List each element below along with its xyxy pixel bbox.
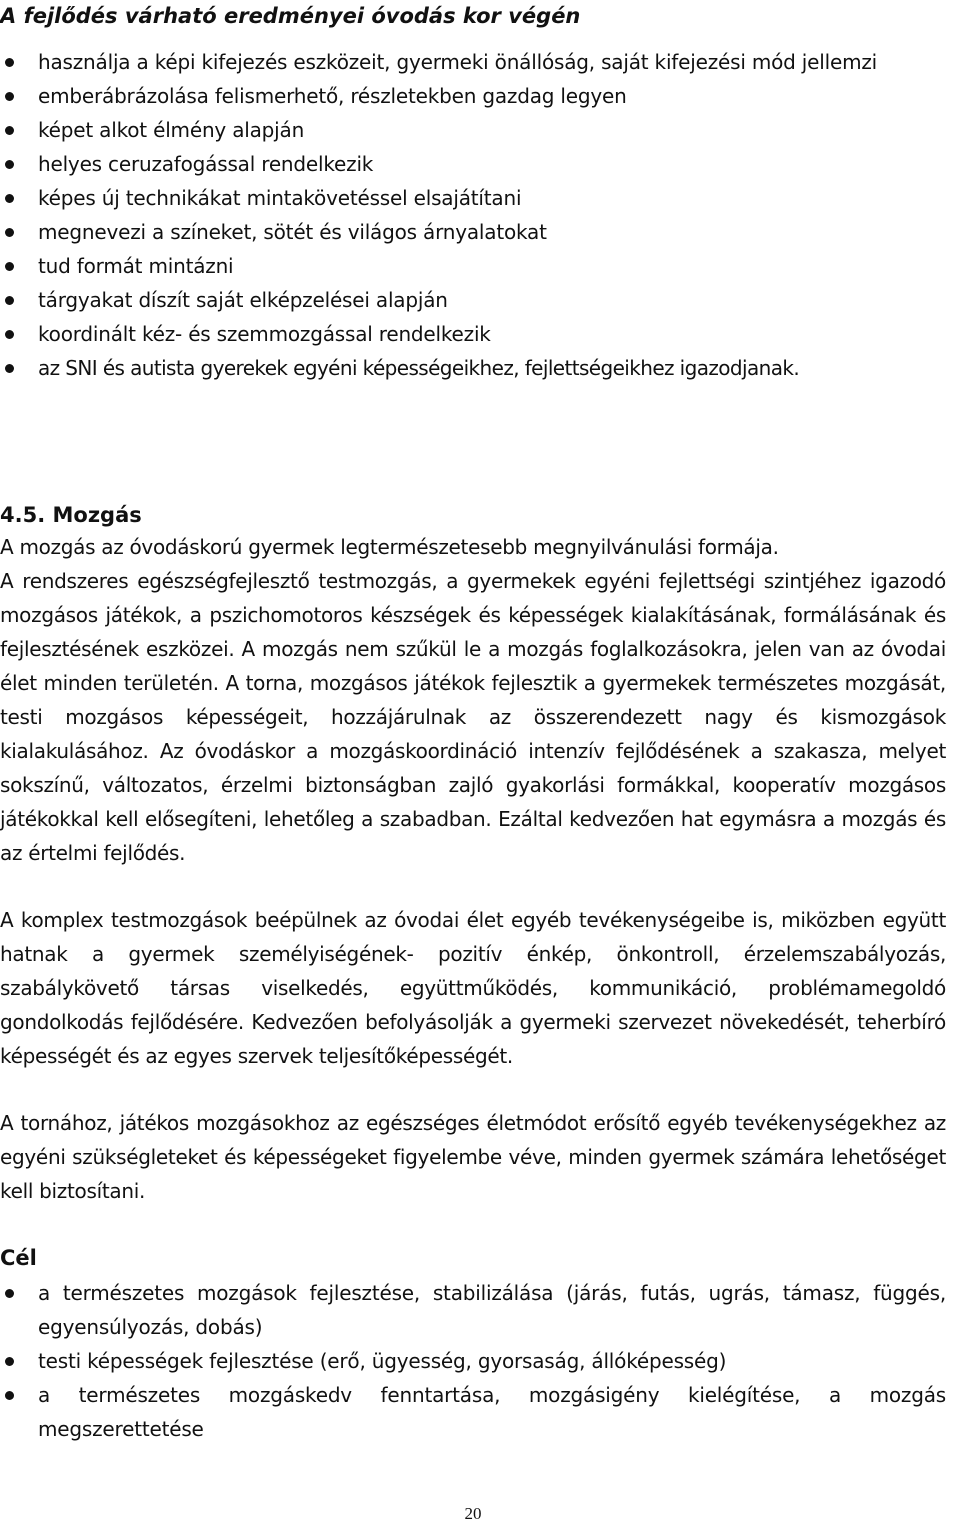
section-heading-movement: 4.5. Mozgás: [0, 503, 142, 527]
list-item-text: testi képességek fejlesztése (erő, ügyesség, gyorsaság, állóképesség): [38, 1349, 727, 1373]
list-item-text: a természetes mozgáskedv fenntartása, mozgásigény kielégítése, a mozgás megszerettetése: [38, 1383, 946, 1441]
list-item: [0, 45, 955, 79]
list-item: [0, 249, 955, 283]
bullet-icon: [5, 228, 14, 237]
movement-paragraph-2: A komplex testmozgások beépülnek az óvodai élet egyéb tevékenységeibe is, miközben együtt hatnak a gyermek személyiségének- pozitív énkép, önkontroll, érzelemszabályozás, szabálykövető társas viselkedés, együttműködés, kommunikáció, problémamegoldó gondolkodás fejlődésére. Kedvezően befolyásolják a gyermeki szervezet növekedését, teherbíró képességét és az egyes szervek teljesítőképességét.: [0, 908, 946, 1068]
bullet-icon: [5, 160, 14, 169]
bullet-icon: [5, 92, 14, 101]
results-list: [0, 45, 955, 385]
list-item-text: koordinált kéz- és szemmozgással rendelkezik: [38, 322, 491, 346]
list-item: [0, 1344, 946, 1378]
bullet-icon: [5, 126, 14, 135]
bullet-icon: [5, 1391, 14, 1400]
bullet-icon: [5, 364, 14, 373]
list-item: [0, 351, 955, 385]
list-item-text: képet alkot élmény alapján: [38, 118, 305, 142]
list-item: [0, 79, 955, 113]
list-item: [0, 113, 955, 147]
list-item: [0, 215, 955, 249]
bullet-icon: [5, 330, 14, 339]
list-item: [0, 317, 955, 351]
bullet-icon: [5, 1289, 14, 1298]
section-heading-goal: Cél: [0, 1246, 37, 1270]
list-item-text: emberábrázolása felismerhető, részletekben gazdag legyen: [38, 84, 627, 108]
movement-intro: A mozgás az óvodáskorú gyermek legtermészetesebb megnyilvánulási formája.: [0, 535, 779, 559]
bullet-icon: [5, 262, 14, 271]
bullet-icon: [5, 1357, 14, 1366]
bullet-icon: [5, 194, 14, 203]
bullet-icon: [5, 296, 14, 305]
list-item-text: megnevezi a színeket, sötét és világos árnyalatokat: [38, 220, 547, 244]
section-heading-results: A fejlődés várható eredményei óvodás kor végén: [0, 4, 581, 28]
list-item: [0, 181, 955, 215]
goal-list: [0, 1276, 946, 1446]
list-item-text: képes új technikákat mintakövetéssel elsajátítani: [38, 186, 522, 210]
list-item: [0, 1276, 946, 1344]
list-item-text: a természetes mozgások fejlesztése, stabilizálása (járás, futás, ugrás, támasz, függés, egyensúlyozás, dobás): [38, 1281, 946, 1339]
movement-paragraph-1: A rendszeres egészségfejlesztő testmozgás, a gyermekek egyéni fejlettségi szintjéhez igazodó mozgásos játékok, a pszichomotoros készségek és képességek kialakításának, formálásának és fejlesztésének eszközei. A mozgás nem szűkül le a mozgás foglalkozásokra, jelen van az óvodai élet minden területén. A torna, mozgásos játékok fejlesztik a gyermekek természetes mozgását, testi mozgásos képességeit, hozzájárulnak az összerendezett nagy és kismozgások kialakulásához. Az óvodáskor a mozgáskoordináció intenzív fejlődésének a szakasza, melyet sokszínű, változatos, érzelmi biztonságban zajló gyakorlási formákkal, kooperatív mozgásos játékokkal kell elősegíteni, lehetőleg a szabadban. Ezáltal kedvezően hat egymásra a mozgás és az értelmi fejlődés.: [0, 569, 946, 865]
bullet-icon: [5, 58, 14, 67]
list-item-text: az SNI és autista gyerekek egyéni képességeikhez, fejlettségeikhez igazodjanak.: [38, 356, 800, 380]
movement-paragraph-3: A tornához, játékos mozgásokhoz az egészséges életmódot erősítő egyéb tevékenységekhez az egyéni szükségleteket és képességeket figyelembe véve, minden gyermek számára lehetőséget kell biztosítani.: [0, 1111, 946, 1203]
page-number: 20: [464, 1504, 482, 1523]
list-item: [0, 147, 955, 181]
list-item: [0, 283, 955, 317]
list-item-text: tud formát mintázni: [38, 254, 234, 278]
list-item: [0, 1378, 946, 1446]
list-item-text: helyes ceruzafogással rendelkezik: [38, 152, 374, 176]
list-item-text: használja a képi kifejezés eszközeit, gyermeki önállóság, saját kifejezési mód jellemzi: [38, 50, 878, 74]
list-item-text: tárgyakat díszít saját elképzelései alapján: [38, 288, 448, 312]
